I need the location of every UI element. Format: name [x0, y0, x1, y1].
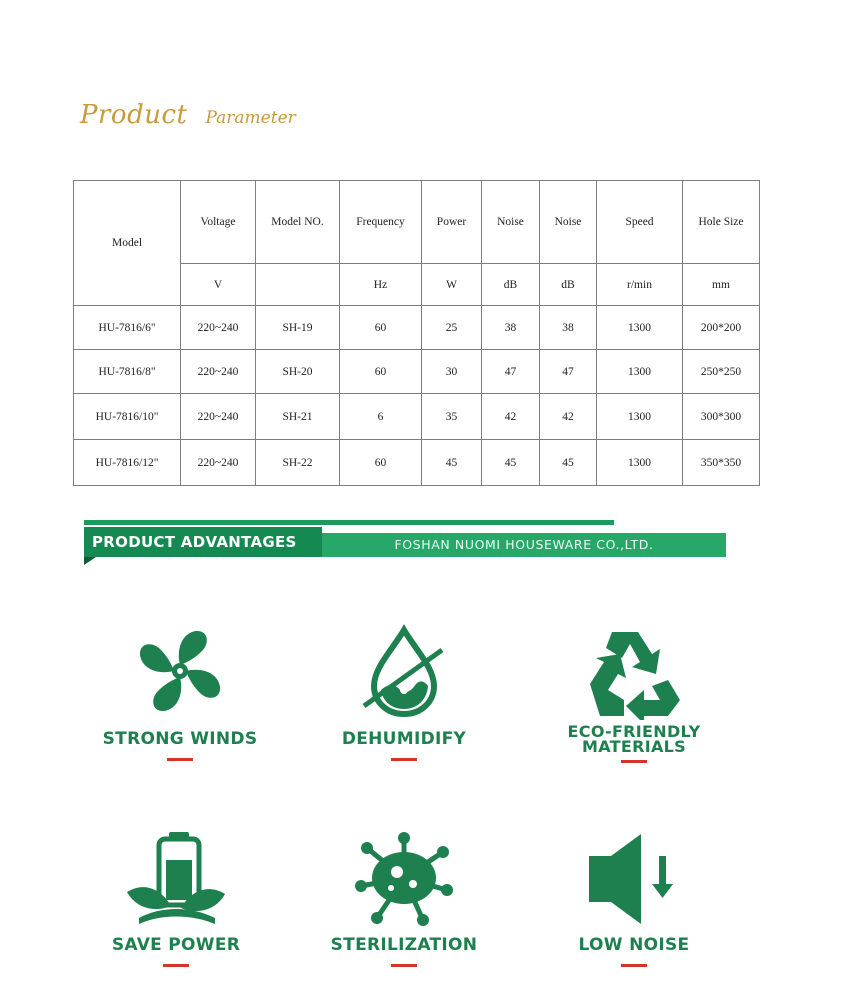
table-row — [74, 394, 760, 440]
table-header-cell: Speed — [597, 181, 683, 264]
feature-underline — [391, 758, 417, 761]
table-header-row — [74, 181, 760, 264]
table-cell: 1300 — [597, 440, 683, 486]
feature-eco-friendly — [534, 624, 734, 763]
table-cell: 38 — [540, 306, 597, 350]
feature-label — [534, 724, 734, 754]
section-heading — [80, 100, 296, 130]
company-name: FOSHAN NUOMI HOUSEWARE CO.,LTD. — [322, 533, 726, 557]
table-cell: 30 — [422, 350, 482, 394]
feature-label: STRONG WINDS — [102, 729, 258, 749]
feature-label: STERILIZATION — [330, 935, 478, 955]
table-cell: 25 — [422, 306, 482, 350]
table-cell: 35 — [422, 394, 482, 440]
table-cell: 220~240 — [181, 440, 256, 486]
table-cell: 1300 — [597, 394, 683, 440]
heading-main: Product — [80, 100, 188, 130]
battery-leaf-icon — [121, 830, 231, 928]
table-cell: 45 — [540, 440, 597, 486]
table-cell: 42 — [482, 394, 540, 440]
table-row — [74, 350, 760, 394]
table-header-model: Model — [74, 181, 181, 306]
table-cell: 1300 — [597, 306, 683, 350]
table-unit-cell: dB — [482, 264, 540, 306]
feature-label: LOW NOISE — [578, 935, 690, 955]
banner-stripe — [84, 520, 614, 525]
feature-label: DEHUMIDIFY — [341, 729, 467, 749]
virus-icon — [349, 830, 459, 928]
water-drop-icon — [354, 624, 454, 720]
table-cell: HU-7816/12" — [74, 440, 181, 486]
feature-underline — [167, 758, 193, 761]
feature-sterilization — [304, 830, 504, 967]
table-cell: SH-22 — [256, 440, 340, 486]
table-cell: 350*350 — [683, 440, 760, 486]
table-cell: 6 — [340, 394, 422, 440]
speaker-low-icon — [579, 830, 689, 928]
feature-underline — [163, 964, 189, 967]
table-unit-cell: r/min — [597, 264, 683, 306]
table-unit-cell: dB — [540, 264, 597, 306]
recycle-icon — [582, 624, 686, 720]
table-cell: 60 — [340, 440, 422, 486]
table-header-cell: Power — [422, 181, 482, 264]
table-cell: 38 — [482, 306, 540, 350]
table-cell: 45 — [422, 440, 482, 486]
table-cell: 60 — [340, 306, 422, 350]
banner-fold — [84, 557, 96, 565]
table-cell: 45 — [482, 440, 540, 486]
table-cell: HU-7816/8" — [74, 350, 181, 394]
feature-save-power — [76, 830, 276, 967]
table-cell: 47 — [482, 350, 540, 394]
table-header-cell: Noise — [540, 181, 597, 264]
table-cell: 220~240 — [181, 394, 256, 440]
table-cell: 220~240 — [181, 350, 256, 394]
feature-dehumidify — [304, 624, 504, 761]
table-header-cell: Hole Size — [683, 181, 760, 264]
table-cell: 60 — [340, 350, 422, 394]
table-cell: HU-7816/10" — [74, 394, 181, 440]
fan-icon — [130, 624, 230, 720]
feature-strong-winds — [80, 624, 280, 761]
table-cell: SH-21 — [256, 394, 340, 440]
table-cell: SH-19 — [256, 306, 340, 350]
advantages-title: PRODUCT ADVANTAGES — [84, 527, 322, 557]
table-cell: 250*250 — [683, 350, 760, 394]
table-header-cell: Model NO. — [256, 181, 340, 264]
table-cell: 1300 — [597, 350, 683, 394]
table-cell: 47 — [540, 350, 597, 394]
feature-label-line: ECO-FRIENDLY — [567, 722, 701, 741]
table-cell: SH-20 — [256, 350, 340, 394]
table-cell: HU-7816/6" — [74, 306, 181, 350]
feature-underline — [391, 964, 417, 967]
feature-underline — [621, 964, 647, 967]
table-row — [74, 440, 760, 486]
table-cell: 300*300 — [683, 394, 760, 440]
table-header-cell: Voltage — [181, 181, 256, 264]
table-cell: 200*200 — [683, 306, 760, 350]
feature-underline — [621, 760, 647, 763]
table-unit-cell — [256, 264, 340, 306]
table-header-cell: Noise — [482, 181, 540, 264]
table-unit-cell: mm — [683, 264, 760, 306]
advantages-banner — [84, 520, 726, 562]
table-cell: 220~240 — [181, 306, 256, 350]
heading-sub: Parameter — [205, 108, 296, 128]
table-unit-cell: W — [422, 264, 482, 306]
table-row — [74, 306, 760, 350]
feature-low-noise — [534, 830, 734, 967]
table-cell: 42 — [540, 394, 597, 440]
parameter-table — [73, 180, 760, 486]
table-header-cell: Frequency — [340, 181, 422, 264]
table-unit-cell: V — [181, 264, 256, 306]
feature-label-line: MATERIALS — [582, 737, 686, 756]
feature-label: SAVE POWER — [111, 935, 241, 955]
table-unit-cell: Hz — [340, 264, 422, 306]
